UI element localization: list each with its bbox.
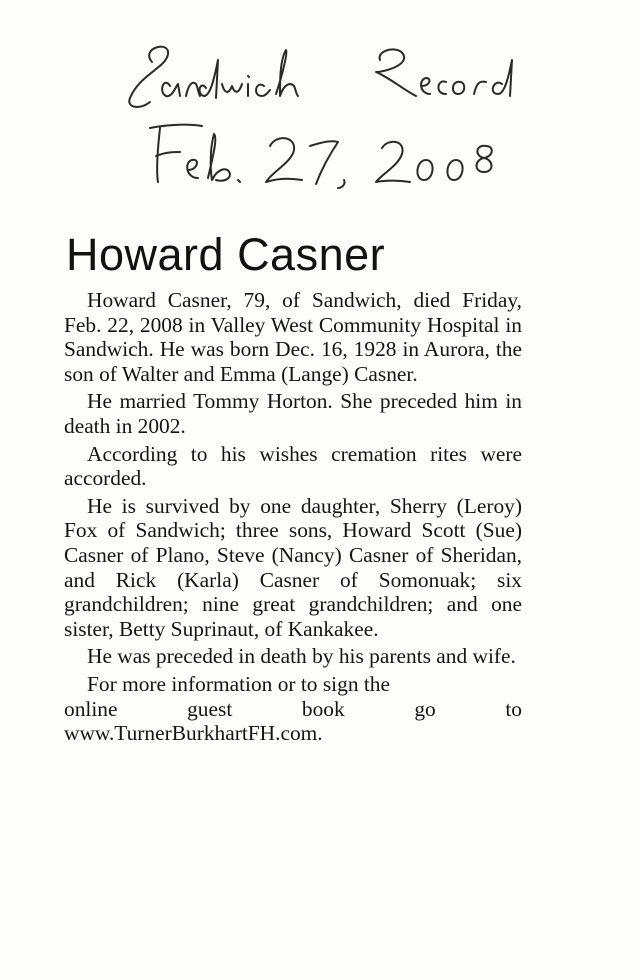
- handwritten-annotation: [100, 20, 580, 220]
- obituary-body: [64, 288, 522, 749]
- paragraph-preceded: He was preceded in death by his parents and wife.: [87, 644, 516, 669]
- paragraph-biography: Howard Casner, 79, of Sandwich, died Friday, Feb. 22, 2008 in Valley West Community Hospital in Sandwich. He was born Dec. 16, 1928 in Aurora, the son of Walter and Emma (Lange) Casner.: [64, 288, 522, 386]
- paragraph-survivors: He is survived by one daughter, Sherry (Leroy) Fox of Sandwich; three sons, Howard Scott (Sue) Casner of Plano, Steve (Nancy) Casner of Sheridan, and Rick (Karla) Casner of Somonuak; six grandchildren; nine great grandchildren; and one sister, Betty Suprinaut, of Kankakee.: [64, 493, 522, 641]
- guest-book-line-2: online guest book go to: [64, 696, 522, 721]
- paragraph-cremation: According to his wishes cremation rites were accorded.: [64, 441, 522, 491]
- handwritten-source-and-date: [100, 20, 580, 220]
- paragraph-marriage: He married Tommy Horton. She preceded him in death in 2002.: [64, 389, 522, 438]
- funeral-home-website: www.TurnerBurkhartFH.com.: [64, 721, 323, 746]
- obituary-headline: Howard Casner: [66, 229, 386, 280]
- paragraph-guest-book: [64, 672, 522, 746]
- guest-book-line-1: For more information or to sign the: [87, 671, 390, 696]
